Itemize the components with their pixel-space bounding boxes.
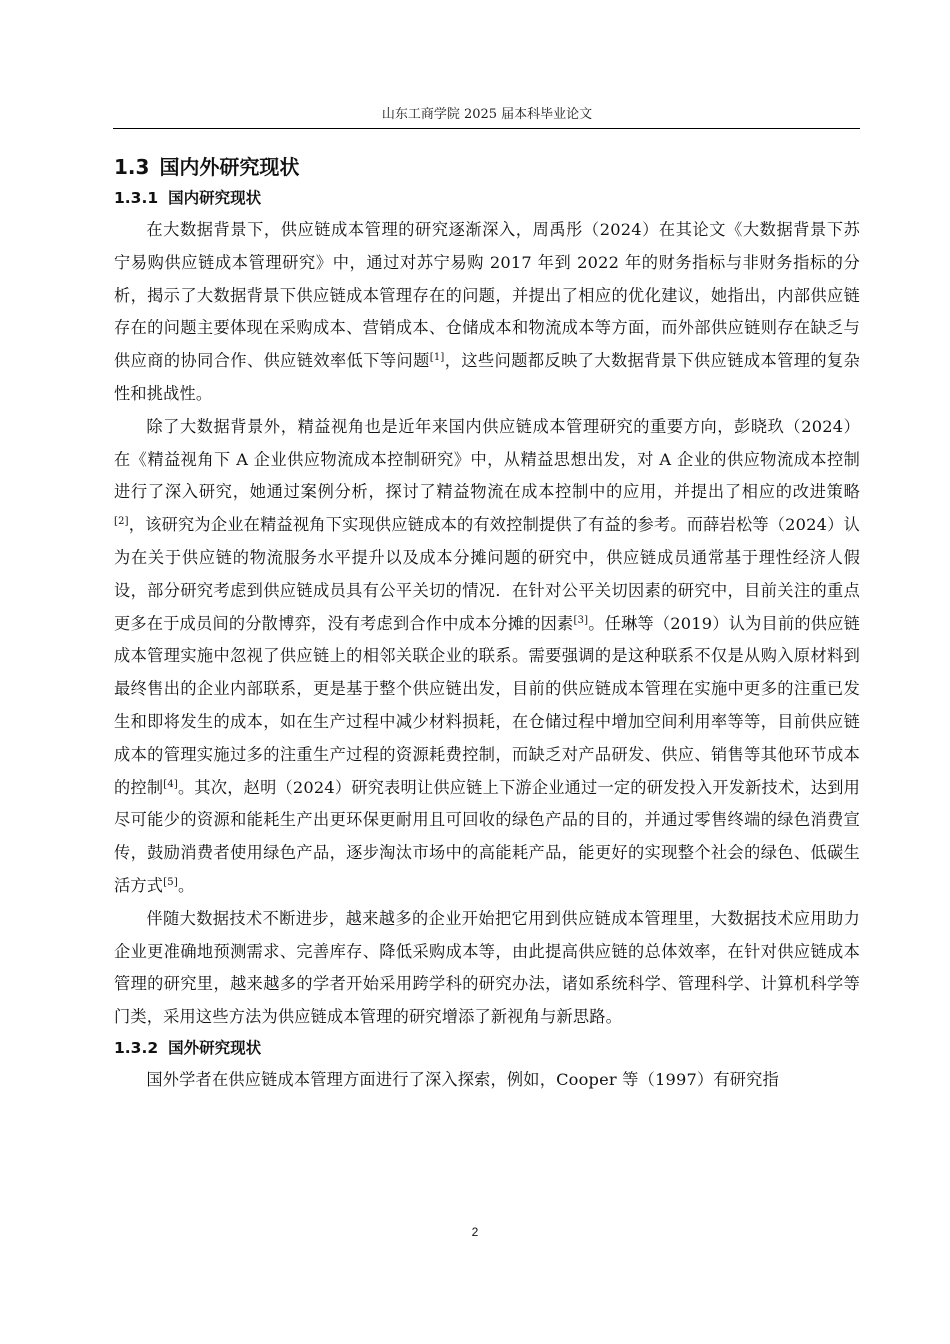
section-title: 国内外研究现状 [159,155,300,179]
running-header: 山东工商学院 2025 届本科毕业论文 [381,107,593,122]
paragraph-domestic-3 [114,903,860,1034]
paragraph-domestic-2 [114,411,860,903]
subsection-heading-domestic [114,184,860,214]
subsection-number: 1.3.1 [114,189,159,207]
citation-marker: [1] [429,352,445,364]
paragraph-text: 。其次，赵明（2024）研究表明让供应链上下游企业通过一定的研发投入开发新技术，达到用尽可能少的资源和能耗生产出更环保更耐用且可回收的绿色产品的目的，并通过零售终端的绿色消费宣传，鼓励消费者使用绿色产品，逐步淘汰市场中的高能耗产品，能更好的实现整个社会的绿色、低碳生活方式 [114,777,860,895]
header-rule [113,128,860,129]
paragraph-text: 国外学者在供应链成本管理方面进行了深入探索，例如，Cooper 等（1997）有研究指 [146,1069,779,1089]
paragraph-text: ，这些问题都反映了大数据背景下供应链成本管理的复杂性和挑战性。 [114,351,860,403]
paragraph-text: ，该研究为企业在精益视角下实现供应链成本的有效控制提供了有益的参考。而薛岩松等（2024）认为在关于供应链的物流服务水平提升以及成本分摊问题的研究中，供应链成员通常基于理性经济人假设，部分研究考虑到供应链成员具有公平关切的情况．在针对公平关切因素的研究中，目前关注的重点更多在于成员间的分散博弈，没有考虑到合作中成本分摊的因素 [114,515,860,633]
citation-marker: [3] [573,614,589,626]
paragraph-text: 。 [177,875,195,895]
page-number: 2 [471,1225,479,1239]
subsection-heading-foreign [114,1034,860,1064]
citation-marker: [5] [163,876,178,888]
subsection-number: 1.3.2 [114,1038,159,1057]
page-content [114,150,860,1097]
citation-marker: [4] [163,778,178,790]
paragraph-text: 伴随大数据技术不断进步，越来越多的企业开始把它用到供应链成本管理里，大数据技术应用助力企业更准确地预测需求、完善库存、降低采购成本等，由此提高供应链的总体效率，在针对供应链成本管理的研究里，越来越多的学者开始采用跨学科的研究办法，诸如系统科学、管理科学、计算机科学等门类，采用这些方法为供应链成本管理的研究增添了新视角与新思路。 [114,908,860,1027]
subsection-title: 国外研究现状 [168,1038,262,1057]
citation-marker: [2] [114,516,129,528]
paragraph-domestic-1 [114,214,860,411]
paragraph-text: 。任琳等（2019）认为目前的供应链成本管理实施中忽视了供应链上的相邻关联企业的联系。需要强调的是这种联系不仅是从购入原材料到最终售出的企业内部联系，更是基于整个供应链出发，目前的供应链成本管理在实施中更多的注重已发生和即将发生的成本，如在生产过程中减少材料损耗，在仓储过程中增加空间利用率等等，目前供应链成本的管理实施过多的注重生产过程的资源耗费控制，而缺乏对产品研发、供应、销售等其他环节成本的控制 [114,613,860,797]
section-heading [114,150,860,184]
section-number: 1.3 [114,155,150,179]
paragraph-text: 除了大数据背景外，精益视角也是近年来国内供应链成本管理研究的重要方向，彭晓玖（2024）在《精益视角下 A 企业供应物流成本控制研究》中，从精益思想出发，对 A 企业的供应物流成本控制进行了深入研究，她通过案例分析，探讨了精益物流在成本控制中的应用，并提出了相应的改进策略 [114,416,860,502]
paragraph-text: 在大数据背景下，供应链成本管理的研究逐渐深入，周禹彤（2024）在其论文《大数据背景下苏宁易购供应链成本管理研究》中，通过对苏宁易购 2017 年到 2022 年的财务指标与非财务指标的分析，揭示了大数据背景下供应链成本管理存在的问题，并提出了相应的优化建议，她指出，内部供应链存在的问题主要体现在采购成本、营销成本、仓储成本和物流成本等方面，而外部供应链则存在缺乏与供应商的协同合作、供应链效率低下等问题 [114,220,860,371]
subsection-title: 国内研究现状 [168,189,262,207]
paragraph-foreign-1 [114,1064,860,1097]
